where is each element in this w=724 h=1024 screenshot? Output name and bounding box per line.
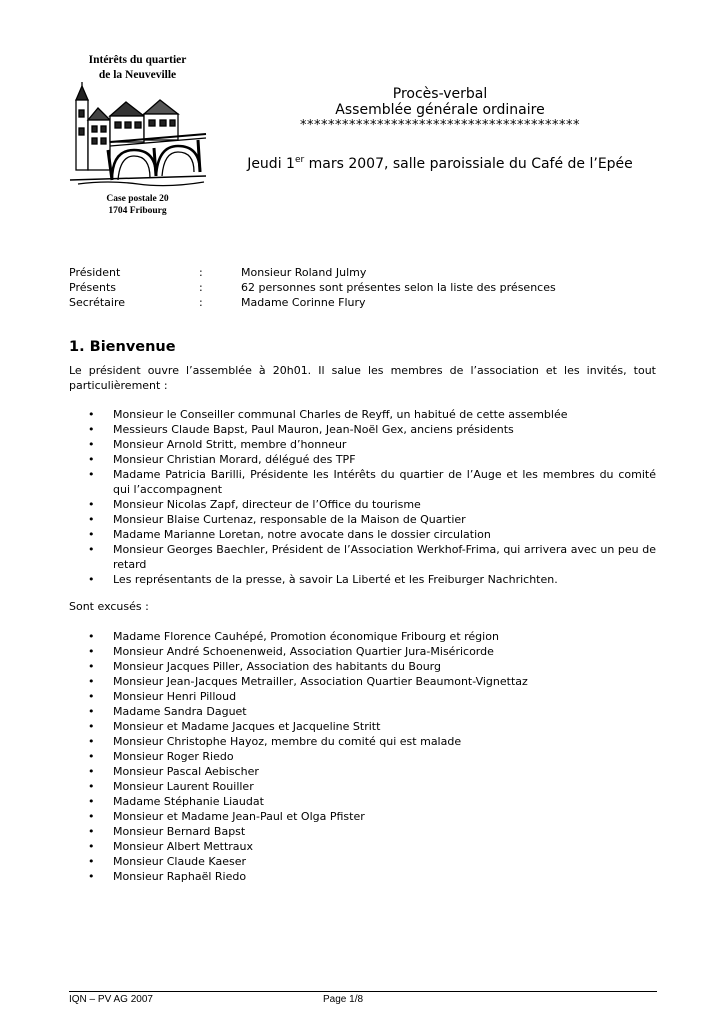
excused-label: Sont excusés : bbox=[69, 600, 149, 613]
list-item: • Monsieur Arnold Stritt, membre d’honneur bbox=[69, 437, 656, 452]
list-item: • Monsieur Nicolas Zapf, directeur de l’Office du tourisme bbox=[69, 497, 656, 512]
meta-label: Présents bbox=[69, 281, 117, 294]
meeting-date-superscript: er bbox=[294, 155, 305, 165]
list-item: • Monsieur Georges Baechler, Président de l’Association Werkhof-Frima, qui arrivera avec un peu de retard bbox=[69, 542, 656, 572]
footer-page-number: Page 1/8 bbox=[323, 994, 364, 1005]
list-item: • Madame Florence Cauhépé, Promotion économique Fribourg et région bbox=[69, 629, 656, 644]
list-item: • Monsieur Bernard Bapst bbox=[69, 824, 656, 839]
section-heading-bienvenue: 1. Bienvenue bbox=[69, 339, 176, 355]
meta-separator: : bbox=[199, 266, 203, 279]
list-item: • Monsieur Blaise Curtenaz, responsable de la Maison de Quartier bbox=[69, 512, 656, 527]
list-item: • Monsieur Pascal Aebischer bbox=[69, 764, 656, 779]
list-item: • Monsieur Christophe Hayoz, membre du comité qui est malade bbox=[69, 734, 656, 749]
list-item: • Monsieur Jacques Piller, Association des habitants du Bourg bbox=[69, 659, 656, 674]
meta-value: 62 personnes sont présentes selon la liste des présences bbox=[241, 281, 556, 294]
footer-divider bbox=[69, 991, 657, 992]
stars-separator: **************************************** bbox=[300, 118, 580, 133]
list-item: • Monsieur Henri Pilloud bbox=[69, 689, 656, 704]
meta-value: Monsieur Roland Julmy bbox=[241, 266, 367, 279]
meta-label: Secrétaire bbox=[69, 296, 126, 309]
list-item: • Monsieur et Madame Jean-Paul et Olga Pfister bbox=[69, 809, 656, 824]
invites-list bbox=[69, 407, 656, 587]
meta-separator: : bbox=[199, 296, 203, 309]
list-item: • Monsieur Roger Riedo bbox=[69, 749, 656, 764]
meta-separator: : bbox=[199, 281, 203, 294]
list-item: • Madame Stéphanie Liaudat bbox=[69, 794, 656, 809]
list-item: • Monsieur le Conseiller communal Charles de Reyff, un habitué de cette assemblée bbox=[69, 407, 656, 422]
list-item: • Monsieur et Madame Jacques et Jacqueline Stritt bbox=[69, 719, 656, 734]
list-item: • Monsieur Jean-Jacques Metrailler, Association Quartier Beaumont-Vignettaz bbox=[69, 674, 656, 689]
document-subtitle: Assemblée générale ordinaire bbox=[335, 102, 545, 118]
meta-value: Madame Corinne Flury bbox=[241, 296, 366, 309]
organization-name-line1: Intérêts du quartier bbox=[88, 54, 187, 66]
excused-list bbox=[69, 629, 656, 884]
list-item: • Les représentants de la presse, à savoir La Liberté et les Freiburger Nachrichten. bbox=[69, 572, 656, 587]
organization-address bbox=[60, 193, 215, 217]
meeting-date-location bbox=[225, 156, 655, 172]
document-header bbox=[225, 86, 655, 172]
list-item: • Madame Sandra Daguet bbox=[69, 704, 656, 719]
address-line2: 1704 Fribourg bbox=[108, 206, 167, 216]
list-item: • Monsieur Laurent Rouiller bbox=[69, 779, 656, 794]
meeting-date-prefix: Jeudi 1 bbox=[247, 156, 295, 172]
footer-document-ref: IQN – PV AG 2007 bbox=[69, 994, 153, 1005]
list-item: • Monsieur André Schoenenweid, Association Quartier Jura-Miséricorde bbox=[69, 644, 656, 659]
intro-paragraph: Le président ouvre l’assemblée à 20h01. Il salue les membres de l’association et les invités, tout particulièrement : bbox=[69, 364, 656, 392]
list-item: • Monsieur Christian Morard, délégué des TPF bbox=[69, 452, 656, 467]
neuveville-bridge-logo bbox=[68, 80, 208, 190]
list-item: • Monsieur Raphaël Riedo bbox=[69, 869, 656, 884]
list-item: • Monsieur Albert Mettraux bbox=[69, 839, 656, 854]
list-item: • Messieurs Claude Bapst, Paul Mauron, Jean-Noël Gex, anciens présidents bbox=[69, 422, 656, 437]
list-item: • Madame Marianne Loretan, notre avocate dans le dossier circulation bbox=[69, 527, 656, 542]
organization-name-line2: de la Neuveville bbox=[98, 69, 177, 81]
document-title: Procès-verbal bbox=[392, 86, 488, 102]
list-item: • Monsieur Claude Kaeser bbox=[69, 854, 656, 869]
address-line1: Case postale 20 bbox=[106, 194, 169, 204]
meeting-date-suffix: mars 2007, salle paroissiale du Café de l’Epée bbox=[304, 156, 633, 172]
organization-name bbox=[60, 53, 215, 83]
list-item: • Madame Patricia Barilli, Présidente les Intérêts du quartier de l’Auge et les membres du comité qui l’accompagnent bbox=[69, 467, 656, 497]
meta-label: Président bbox=[69, 266, 121, 279]
